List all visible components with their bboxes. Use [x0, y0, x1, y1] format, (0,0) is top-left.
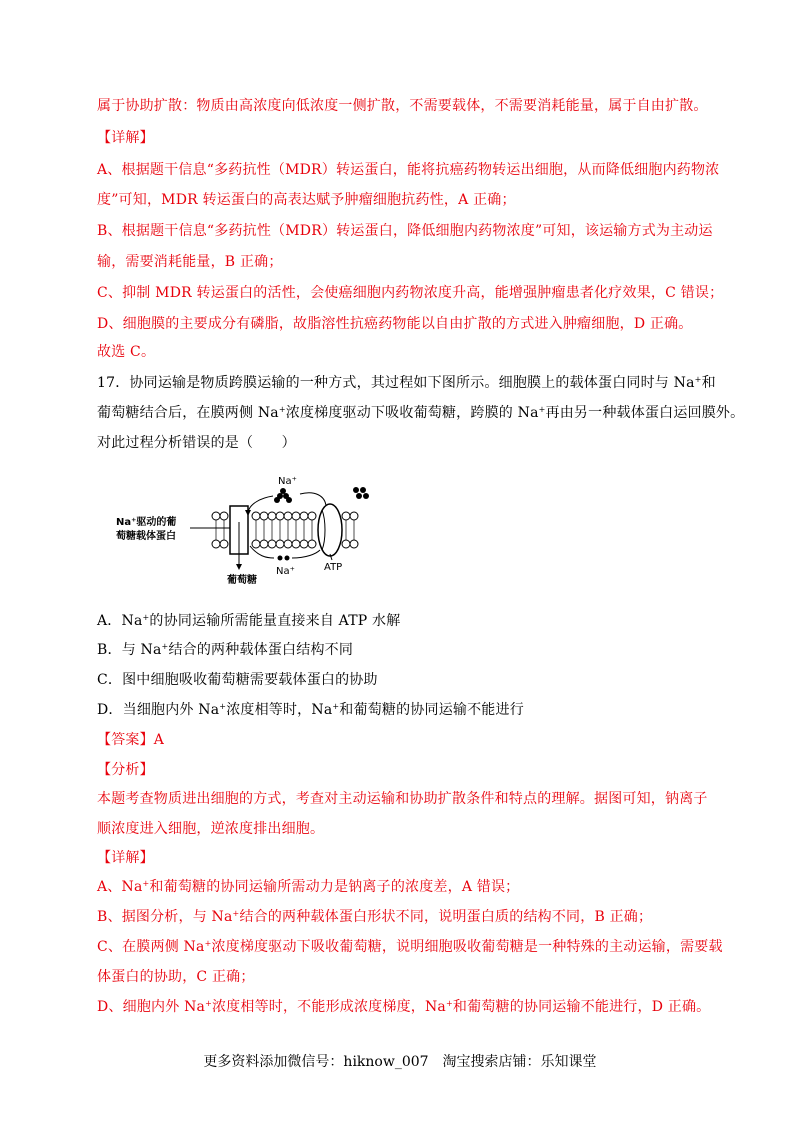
superscript-plus: + [142, 613, 150, 622]
glucose-label: 葡萄糖 [227, 575, 257, 586]
atp-label: ATP [324, 562, 343, 573]
option-d-pre: D．当细胞内外 Na [97, 702, 220, 718]
superscript-plus: + [205, 999, 212, 1008]
analysis-heading: 【分析】 [97, 762, 154, 778]
prev-detail-heading: 【详解】 [97, 130, 154, 146]
superscript-plus: + [278, 405, 286, 414]
prev-detail-a-line1: A、根据题干信息“多药抗性（MDR）转运蛋白，能将抗癌药物转运出细胞，从而降低细胞内药物浓 [97, 162, 720, 178]
detail-heading: 【详解】 [97, 850, 154, 866]
question-line1-pre: 17．协同运输是物质跨膜运输的一种方式，其过程如下图所示。细胞膜上的载体蛋白同时与 Na [97, 375, 695, 391]
option-a [97, 611, 400, 631]
glucose-arrow-head [236, 564, 242, 570]
prev-detail-d-line1: D、细胞膜的主要成分有磷脂，故脂溶性抗癌药物能以自由扩散的方式进入肿瘤细胞，D 正确。 [97, 316, 693, 332]
superscript-plus: + [332, 702, 340, 711]
detail-c-post: 浓度梯度驱动下吸收葡萄糖，说明细胞吸收葡萄糖是一种特殊的主动运输，需要载 [211, 939, 723, 955]
detail-d-post: 和葡萄糖的协同运输不能进行，D 正确。 [452, 999, 711, 1015]
detail-c-pre: C、在膜两侧 Na [97, 939, 205, 955]
detail-d-mid: 浓度相等时，不能形成浓度梯度，Na [211, 999, 446, 1015]
option-c: C．图中细胞吸收葡萄糖需要载体蛋白的协助 [97, 672, 378, 688]
option-b-post: 结合的两种载体蛋白结构不同 [168, 642, 354, 658]
superscript-plus: + [445, 999, 453, 1008]
question-line2-mid: 浓度梯度驱动下吸收葡萄糖，跨膜的 Na [285, 405, 539, 421]
question-line1-post: 和 [701, 375, 716, 391]
option-b [97, 640, 353, 660]
option-a-pre: A．Na [97, 613, 143, 629]
na-bottom-cluster [278, 556, 290, 561]
figure-label-line1: Na⁺驱动的葡 [116, 517, 177, 528]
na-bottom-label: Na⁺ [276, 566, 295, 577]
analysis-line1: 本题考查物质进出细胞的方式，考查对主动运输和协助扩散条件和特点的理解。据图可知，钠离子 [97, 791, 708, 807]
prev-detail-a-line2: 度”可知，MDR 转运蛋白的高表达赋予肿瘤细胞抗药性，A 正确； [97, 192, 516, 208]
na-top-cluster [274, 488, 292, 503]
prev-analysis-line: 属于协助扩散：物质由高浓度向低浓度一侧扩散，不需要载体，不需要消耗能量，属于自由扩散。 [97, 98, 708, 114]
question-line3: 对此过程分析错误的是（ ） [97, 435, 296, 451]
prev-detail-c-line1: C、抑制 MDR 转运蛋白的活性，会使癌细胞内药物浓度升高，能增强肿瘤患者化疗效果，C 错误； [97, 285, 724, 301]
cotransport-figure [110, 466, 390, 588]
option-d-post: 和葡萄糖的协同运输不能进行 [339, 702, 524, 718]
na-curved-arrow-right [292, 550, 320, 558]
superscript-plus: + [538, 405, 546, 414]
superscript-plus: + [219, 702, 227, 711]
question-line2-pre: 葡萄糖结合后，在膜两侧 Na [97, 405, 279, 421]
option-b-pre: B．与 Na [97, 642, 162, 658]
detail-d-pre: D、细胞内外 Na [97, 999, 206, 1015]
superscript-plus: + [694, 375, 702, 384]
superscript-plus: + [142, 879, 150, 888]
detail-a-pre: A、Na [97, 879, 143, 895]
detail-c-line1 [97, 937, 723, 957]
superscript-plus: + [161, 642, 169, 651]
superscript-plus: + [232, 909, 240, 918]
na-curved-arrow-top [300, 493, 326, 506]
prev-detail-conclusion: 故选 C。 [97, 344, 156, 360]
option-d-mid: 浓度相等时，Na [226, 702, 333, 718]
detail-c-line2: 体蛋白的协助，C 正确； [97, 969, 255, 985]
membrane-diagram [110, 466, 390, 588]
question-line2-post: 再由另一种载体蛋白运回膜外。 [545, 405, 745, 421]
superscript-plus: + [204, 939, 212, 948]
na-top-label: Na⁺ [278, 476, 297, 487]
na-curved-arrow-left [248, 496, 273, 512]
answer-heading: 【答案】A [97, 732, 165, 748]
analysis-line2: 顺浓度进入细胞，逆浓度排出细胞。 [97, 821, 325, 837]
prev-detail-b-line1: B、根据题干信息“多药抗性（MDR）转运蛋白，降低细胞内药物浓度”可知，该运输方式为主动运 [97, 223, 713, 239]
sodium-pump-protein [318, 504, 342, 556]
figure-label-line2: 萄糖载体蛋白 [116, 531, 176, 542]
detail-b [97, 907, 652, 927]
detail-a [97, 877, 519, 897]
detail-a-post: 和葡萄糖的协同运输所需动力是钠离子的浓度差，A 错误； [149, 879, 520, 895]
question-line2 [97, 403, 744, 423]
right-molecule-cluster [353, 487, 369, 499]
prev-detail-b-line2: 输，需要消耗能量，B 正确； [97, 254, 283, 270]
detail-b-post: 结合的两种载体蛋白形状不同，说明蛋白质的结构不同，B 正确； [239, 909, 653, 925]
question-line1 [97, 373, 716, 393]
option-a-post: 的协同运输所需能量直接来自 ATP 水解 [149, 613, 401, 629]
detail-d [97, 997, 710, 1017]
option-d [97, 700, 524, 720]
page-footer: 更多资料添加微信号：hiknow_007 淘宝搜索店铺：乐知课堂 [203, 1054, 597, 1070]
detail-b-pre: B、据图分析，与 Na [97, 909, 233, 925]
